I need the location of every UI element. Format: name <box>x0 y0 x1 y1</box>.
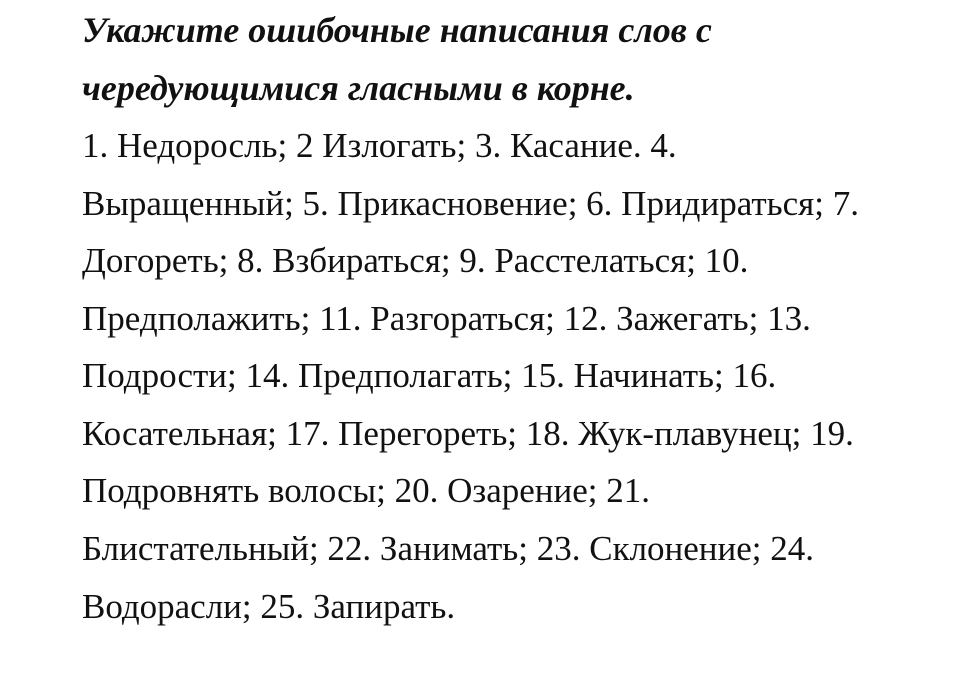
task-document <box>82 0 972 696</box>
word-list-line-4: Предполажить; 11. Разгораться; 12. Зажегать; 13. <box>82 299 811 338</box>
word-list-line-9: Водорасли; 25. Запирать. <box>82 587 456 626</box>
word-list-line-3: Догореть; 8. Взбираться; 9. Расстелаться; 10. <box>82 241 749 280</box>
word-list-line-2: Выращенный; 5. Прикасновение; 6. Придираться; 7. <box>82 184 859 223</box>
word-list-line-1: 1. Недоросль; 2 Излогать; 3. Касание. 4. <box>82 126 677 165</box>
task-title-line-2: чередующимися гласными в корне. <box>82 68 635 108</box>
word-list-line-6: Косательная; 17. Перегореть; 18. Жук-плавунец; 19. <box>82 414 854 453</box>
word-list-line-5: Подрости; 14. Предполагать; 15. Начинать; 16. <box>82 356 777 395</box>
word-list-line-7: Подровнять волосы; 20. Озарение; 21. <box>82 471 651 510</box>
word-list-line-8: Блистательный; 22. Занимать; 23. Склонение; 24. <box>82 529 815 568</box>
task-title-line-1: Укажите ошибочные написания слов с <box>82 10 712 50</box>
